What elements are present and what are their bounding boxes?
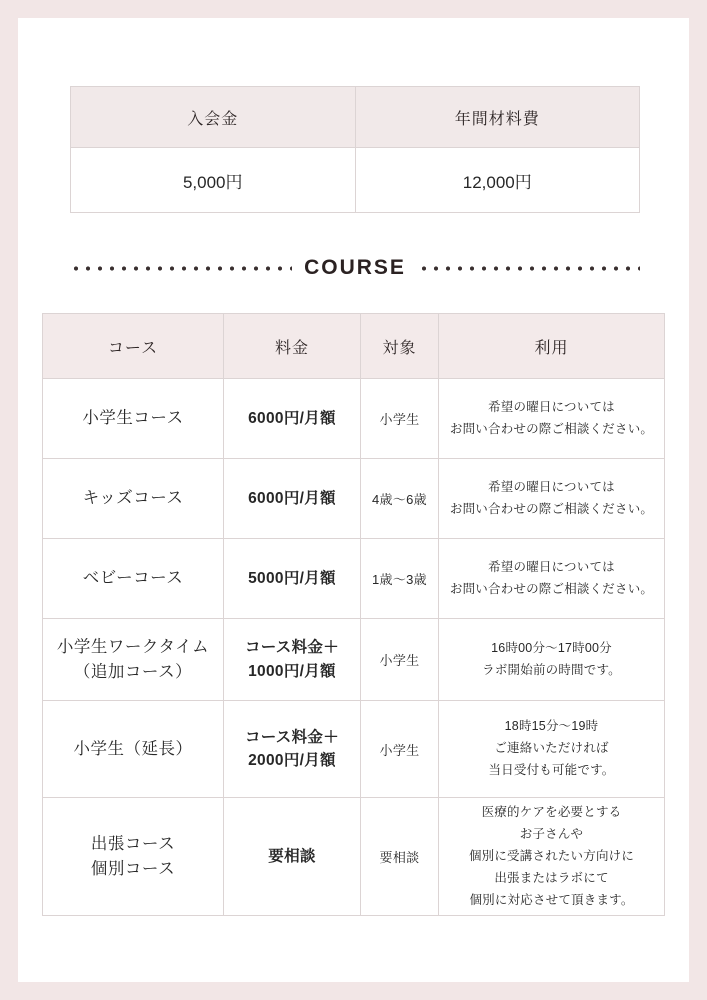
course-name: 小学生ワークタイム （追加コース） — [43, 619, 224, 701]
course-target: 4歳〜6歳 — [361, 459, 439, 539]
fee-header-admission: 入会金 — [71, 87, 356, 148]
course-price: コース料金＋ 2000円/月額 — [224, 701, 361, 798]
course-heading-label: COURSE — [304, 256, 406, 279]
course-usage: 希望の曜日については お問い合わせの際ご相談ください。 — [439, 539, 665, 619]
table-row — [43, 379, 665, 459]
table-row — [43, 701, 665, 798]
course-header-usage: 利用 — [439, 314, 665, 379]
course-section-heading — [70, 248, 640, 288]
course-price: 6000円/月額 — [224, 459, 361, 539]
course-target: 要相談 — [361, 798, 439, 916]
fee-value-admission: 5,000円 — [71, 148, 356, 213]
course-usage: 希望の曜日については お問い合わせの際ご相談ください。 — [439, 379, 665, 459]
course-target: 小学生 — [361, 619, 439, 701]
course-usage: 18時15分〜19時 ご連絡いただければ 当日受付も可能です。 — [439, 701, 665, 798]
course-table-head — [43, 314, 665, 379]
course-name: 小学生コース — [43, 379, 224, 459]
course-target: 1歳〜3歳 — [361, 539, 439, 619]
document-page — [18, 18, 689, 982]
dotted-rule-right-icon — [418, 266, 640, 271]
fee-table-row — [71, 148, 640, 213]
fee-value-material: 12,000円 — [355, 148, 640, 213]
table-row — [43, 539, 665, 619]
course-usage: 医療的ケアを必要とする お子さんや 個別に受講されたい方向けに 出張またはラボにて 個別に対応させて頂きます。 — [439, 798, 665, 916]
course-usage: 希望の曜日については お問い合わせの際ご相談ください。 — [439, 459, 665, 539]
fee-header-material: 年間材料費 — [355, 87, 640, 148]
course-usage: 16時00分〜17時00分 ラボ開始前の時間です。 — [439, 619, 665, 701]
course-name: ベビーコース — [43, 539, 224, 619]
course-table-body — [43, 379, 665, 916]
course-price: 6000円/月額 — [224, 379, 361, 459]
course-price: 5000円/月額 — [224, 539, 361, 619]
table-row — [43, 619, 665, 701]
course-name: キッズコース — [43, 459, 224, 539]
course-name: 出張コース 個別コース — [43, 798, 224, 916]
course-table-header-row — [43, 314, 665, 379]
course-table — [42, 313, 665, 916]
course-name: 小学生（延長） — [43, 701, 224, 798]
course-price: 要相談 — [224, 798, 361, 916]
course-price: コース料金＋ 1000円/月額 — [224, 619, 361, 701]
course-header-name: コース — [43, 314, 224, 379]
course-header-price: 料金 — [224, 314, 361, 379]
fee-table-body — [71, 148, 640, 213]
course-target: 小学生 — [361, 379, 439, 459]
fee-table-head — [71, 87, 640, 148]
fee-table-header-row — [71, 87, 640, 148]
course-header-target: 対象 — [361, 314, 439, 379]
course-target: 小学生 — [361, 701, 439, 798]
table-row — [43, 798, 665, 916]
table-row — [43, 459, 665, 539]
fee-table — [70, 86, 640, 213]
dotted-rule-left-icon — [70, 266, 292, 271]
